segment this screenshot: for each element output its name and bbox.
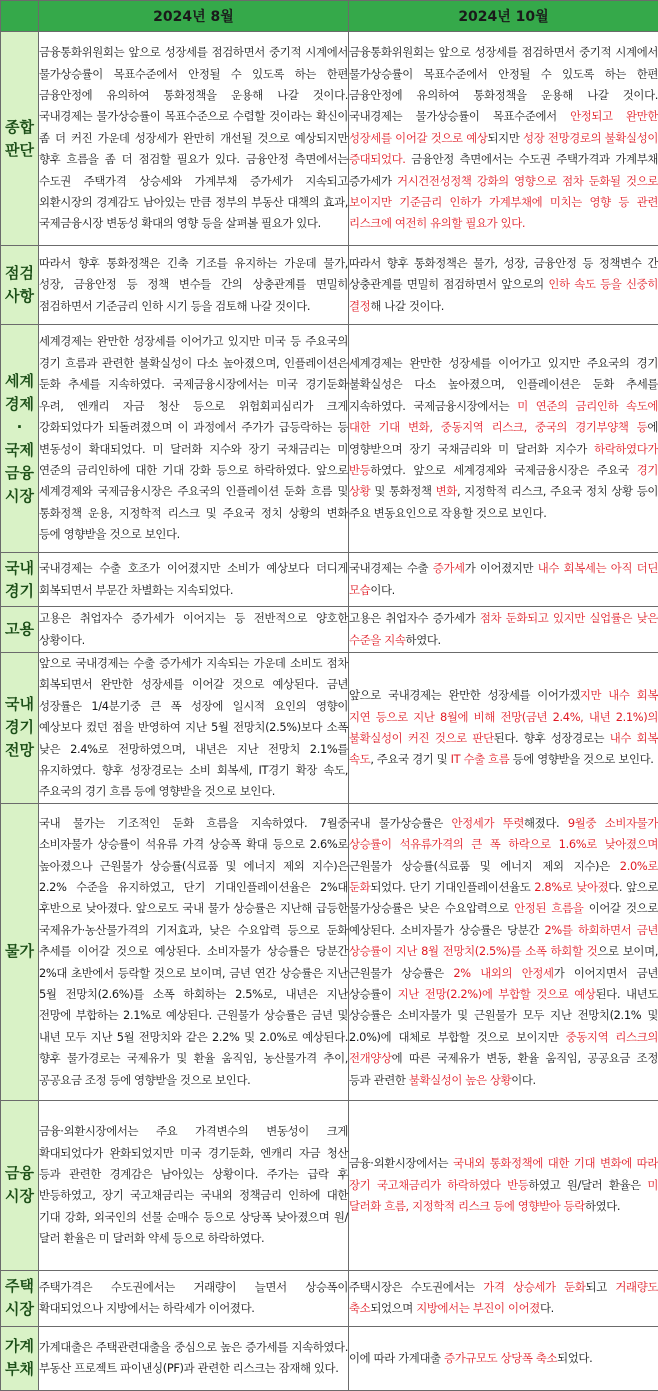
row-label [1,32,39,246]
row-label [1,325,39,553]
body-text: 주택가격은 수도권에서는 거래량이 늘면서 상승폭이 확대되었으나 지방에서는 하락세가 이어졌다. [39,1280,348,1315]
header-corner [1,1,39,32]
highlighted-change-text: 불확실성이 높은 상황 [409,1073,511,1087]
august-text [39,553,349,607]
highlighted-change-text: 가격 상승세가 둔화 [483,1280,585,1294]
row-label-line: 금융 [5,464,34,482]
row-label [1,1270,39,1326]
august-text [39,1100,349,1270]
highlighted-change-text: 미 달러화 흐름, 지정학적 리스크 등에 영향받아 등락 [349,1178,658,1213]
row-label-line: 국내 [5,695,34,713]
body-text: 이에 따라 가계대출 [349,1351,444,1365]
body-text: 에 따른 국제유가 변동, 환율 움직임, 공공요금 조정 등과 관련한 [349,1051,658,1086]
body-text: 이다. [511,1073,536,1087]
october-text [349,325,658,553]
highlighted-change-text: 변화 [436,484,457,498]
body-text: 금융통화위원회는 앞으로 성장세를 점검하면서 중기적 시계에서 물가상승률이 목표수준에서 안정될 수 있도록 하는 한편 금융안정에 유의하여 통화정책을 운용해 나갈 것이다. 국내경제는 물가상승률이 목표수준에서 [349,45,658,123]
body-text: 금융통화위원회는 앞으로 성장세를 점검하면서 중기적 시계에서 물가상승률이 목표수준에서 안정될 수 있도록 하는 한편 금융안정에 유의하여 통화정책을 운용해 나갈 것이다. 국내경제는 물가상승률이 목표수준으로 수렴할 것이라는 확신이 좀 더 커진 가운데 성장세가 완만히 개선될 것으로 예상되지만 향후 흐름을 좀 더 점검할 필요가 있다. 금융안정 측면에서는 수도권 주택가격 상승세와 가계부채 증가세가 지속되고 외환시장의 경계감도 남아있는 만큼 정부의 부동산 대책의 효과, 국제금융시장 변동성 확대의 영향 등을 살펴볼 필요가 있다. [39,45,348,230]
body-text: 가계대출은 주택관련대출을 중심으로 높은 증가세를 지속하였다. 부동산 프로젝트 파이낸싱(PF)과 관련한 리스크는 잠재해 있다. [39,1340,348,1375]
row-label-line: 전망 [5,741,34,759]
highlighted-change-text: 거시건전성정책 강화의 영향으로 점차 둔화될 것으로 보이지만 기준금리 인하가 가계부채에 미치는 영향 등 관련 리스크에 여전히 유의할 필요가 있다. [349,174,658,231]
row-label-line: 국내 [5,559,34,577]
highlighted-change-text: 증가규모도 상당폭 축소 [444,1351,557,1365]
highlighted-change-text: 증가세 [433,561,465,575]
body-text: 된다. 내년도 상승률은 소비자물가 및 근원물가 모두 지난 전망치(2.1% 및 2.0%)에 대체로 부합할 것으로 보이지만 [349,987,658,1044]
highlighted-change-text: 2.0%로 둔화 [349,859,658,894]
row-overall-judgment [1,32,658,246]
row-label [1,607,39,653]
row-label-line: 물가 [5,942,34,960]
october-text [349,32,658,246]
august-text [39,32,349,246]
row-household-debt [1,1326,658,1390]
body-text: 하였고 원/달러 환율은 [528,1178,647,1192]
body-text: 으로 보이며, 근원물가 상승률은 [349,944,658,979]
october-text [349,653,658,804]
body-text: 앞으로 국내경제는 수출 증가세가 지속되는 가운데 소비도 점차 회복되면서 완만한 성장세를 이어갈 것으로 예상된다. 금년 성장률은 1/4분기중 큰 폭 성장에 일시적 요인의 영향이 예상보다 컸던 점을 반영하여 지난 5월 전망치(2.5%)보다 소폭 낮은 2.4%로 전망하였으며, 내년은 지난 전망치 2.1%를 유지하였다. 향후 성장경로는 소비 회복세, IT경기 확장 속도, 주요국의 경기 흐름 등에 영향받을 것으로 보인다. [39,656,348,798]
row-label-line: 고용 [5,620,34,638]
row-label-line: 경제 [5,395,34,413]
body-text: 국내 물가는 기조적인 둔화 흐름을 지속하였다. 7월중 소비자물가 상승률이 석유류 가격 상승폭 확대 등으로 2.6%로 높아졌으나 근원물가 상승률(식료품 및 에너지 제외 지수)은 2.2% 수준을 유지하였고, 단기 기대인플레이션율은 2%대 후반으로 낮아졌다. 앞으로도 국내 물가 상승률은 지난해 급등한 국제유가·농산물가격의 기저효과, 낮은 수요압력 등으로 둔화 추세를 이어갈 것으로 예상된다. 소비자물가 상승률은 당분간 2%대 초반에서 등락할 것으로 보이며, 금년 연간 상승률은 지난 5월 전망치(2.6%)를 소폭 하회하는 2.5%로, 내년은 지난 전망에 부합하는 2.1%로 예상된다. 근원물가 상승률은 금년 및 내년 모두 지난 5월 전망치와 같은 2.2% 및 2.0%로 예상된다.향후 물가경로는 국제유가 및 환율 움직임, 농산물가격 추이, 공공요금 조정 등에 영향받을 것으로 보인다. [39,816,348,1087]
row-label-line: 경기 [5,718,34,736]
body-text: 세계경제는 완만한 성장세를 이어가고 있지만 주요국의 경기 불확실성은 다소 높아졌으며, 인플레이션은 둔화 추세를 지속하였다. 국제금융시장에서는 [349,356,658,413]
highlighted-change-text: 지방에서는 부진이 이어졌 [416,1301,540,1315]
row-label-line: 판단 [5,141,34,159]
highlighted-change-text: 안정되고 완만한 성장세를 이어갈 것으로 예상 [349,109,658,144]
row-housing-market [1,1270,658,1326]
august-text [39,325,349,553]
row-label-line: 세계 [5,372,34,390]
august-text [39,653,349,804]
body-text: 주택시장은 수도권에서는 [349,1280,483,1294]
highlighted-change-text: 경기 상황 [349,463,658,498]
body-text: 앞으로 국내경제는 완만한 성장세를 이어가겠 [349,688,580,702]
october-text [349,553,658,607]
body-text: 세계경제는 완만한 성장세를 이어가고 있지만 미국 등 주요국의 경기 흐름과 관련한 불확실성이 다소 높아졌으며, 인플레이션은 둔화 추세를 지속하였다. 국제금융시장에서는 미국 경기둔화 우려, 엔캐리 자금 청산 등으로 위험회피심리가 크게 강화되었다가 되돌려졌으며 이 과정에서 주가가 급등락하는 등 변동성이 확대되었다. 미 달러화 지수와 장기 국채금리는 미 연준의 금리인하에 대한 기대 강화 등으로 하락하였다. 앞으로 세계경제와 국제금융시장은 주요국의 인플레이션 둔화 흐름 및 통화정책 운용, 지정학적 리스크 및 주요국 정치 상황의 변화 등에 영향받을 것으로 보인다. [39,334,348,541]
row-label [1,803,39,1100]
body-text: 되었으며 [370,1301,416,1315]
body-text: 근원물가 상승률(식료품 및 에너지 제외 지수)은 [349,859,620,873]
highlighted-change-text: 지난 전망(2.2%)에 부합할 것으로 예상 [398,987,596,1001]
row-label-line: · [17,418,23,436]
highlighted-change-text: 내수 회복세는 아직 더딘 모습 [349,561,658,596]
highlighted-change-text: 2.8%로 낮아졌 [534,880,608,894]
row-label-line: 시장 [5,1300,34,1318]
row-label-line: 시장 [5,1187,34,1205]
october-text [349,1326,658,1390]
body-text: 하였다. 앞으로 세계경제와 국제금융시장은 주요국 [370,463,636,477]
header-october-2024: 2024년 10월 [349,1,658,32]
header-august-2024: 2024년 8월 [39,1,349,32]
body-text: 해졌다. [524,816,568,830]
body-text: 해 나갈 것이다. [370,299,444,313]
row-label [1,653,39,804]
highlighted-change-text: 안정세가 뚜렷 [451,816,524,830]
row-label-line: 시장 [5,487,34,505]
august-text [39,607,349,653]
body-text: 에 영향받으며 장기 국채금리와 미 달러화 지수가 [349,420,658,455]
body-text: , 주요국 경기 및 [370,752,450,766]
body-text: 가 이어졌지만 [465,561,538,575]
row-check-points [1,246,658,325]
row-label-line: 부채 [5,1360,34,1378]
highlighted-change-text: 중동지역 리스크의 전개양상 [349,1030,658,1065]
body-text: 고용은 취업자수 증가세가 [349,611,480,625]
body-text: 다. [540,1301,554,1315]
body-text: 국내 물가상승률은 [349,816,451,830]
header-row [1,1,658,32]
row-label-line: 금융 [5,1164,34,1182]
body-text: 금융·외환시장에서는 [349,1156,453,1170]
row-label [1,1326,39,1390]
highlighted-change-text: 인하 속도 등을 신중히 결정 [349,277,658,312]
body-text: 하였다. [585,1199,620,1213]
row-label-line: 점검 [5,264,34,282]
body-text: 되었다. [557,1351,592,1365]
row-label-line: 주택 [5,1277,34,1295]
highlighted-change-text: 지만 내수 회복 지연 등으로 지난 8월에 비해 전망(금년 2.4%, 내년 2.1%)의 불확실성이 커진 것으로 판단 [349,688,658,745]
october-text [349,246,658,325]
row-world-economy-intl-finance [1,325,658,553]
august-text [39,803,349,1100]
row-label-line: 국제 [5,441,34,459]
body-text: 및 통화정책 [370,484,435,498]
highlighted-change-text: 내수 회복 속도 [349,731,658,766]
highlighted-change-text: 성장 전망경로의 불확실성이 증대되었다. [349,131,658,166]
highlighted-change-text: 하락하였다가 반등 [349,442,658,477]
highlighted-change-text: 2%를 하회하면서 금년 상승률이 지난 8월 전망치(2.5%)를 소폭 하회할 것 [349,923,658,958]
body-text: 금융·외환시장에서는 주요 가격변수의 변동성이 크게 확대되었다가 완화되었지만 미국 경기둔화, 엔캐리 자금 청산 등과 관련한 경계감은 남아있는 상황이다. 주가는 급락 후 반등하였고, 장기 국고채금리는 국내외 정책금리 인하에 대한 기대 강화, 외국인의 선물 순매수 등으로 상당폭 낮아졌으며 원/달러 환율은 미 달러화 약세 등으로 하락하였다. [39,1124,348,1245]
august-text [39,1270,349,1326]
row-label [1,246,39,325]
highlighted-change-text: IT 수출 흐름 [451,752,510,766]
highlighted-change-text: 2% 내외의 안정세 [453,966,553,980]
august-text [39,246,349,325]
body-text: 따라서 향후 통화정책은 긴축 기조를 유지하는 가운데 물가, 성장, 금융안정 등 정책 변수들 간의 상충관계를 면밀히 점검하면서 기준금리 인하 시기 등을 검토해 나갈 것이다. [39,256,348,313]
row-financial-markets [1,1100,658,1270]
body-text: 고용은 취업자수 증가세가 이어지는 등 전반적으로 양호한 상황이다. [39,611,348,646]
highlighted-change-text: 국내외 통화정책에 대한 기대 변화에 따라 장기 국고채금리가 하락하였다 반등 [349,1156,658,1191]
row-label-line: 경기 [5,582,34,600]
body-text: 등에 영향받을 것으로 보인다. [509,752,653,766]
row-label-line: 종합 [5,118,34,136]
body-text: , 지정학적 리스크, 주요국 정치 상황 등이 주요 변동요인으로 작용할 것으로 보인다. [349,484,658,519]
body-text: 금융안정 측면에서는 수도권 주택가격과 가계부채 증가세가 [349,152,658,187]
body-text: 하였다. [406,633,441,647]
row-domestic-outlook [1,653,658,804]
body-text: 국내경제는 수출 호조가 이어졌지만 소비가 예상보다 더디게 회복되면서 부문간 차별화는 지속되었다. [39,561,348,596]
body-text: 가 이어지면서 금년 상승률이 [349,966,658,1001]
highlighted-change-text: 점차 둔화되고 있지만 실업률은 낮은 수준을 지속 [349,611,658,646]
highlighted-change-text: 거래량도 축소 [349,1280,658,1315]
body-text: 따라서 향후 통화정책은 물가, 성장, 금융안정 등 정책변수 간 상충관계를 면밀히 점검하면서 앞으로의 [349,256,658,291]
row-domestic-economy [1,553,658,607]
october-text [349,607,658,653]
highlighted-change-text: 9월중 소비자물가 상승률이 석유류가격의 큰 폭 하락으로 1.6%로 낮아졌으며 [349,816,658,851]
october-text [349,1270,658,1326]
body-text: 이어갈 것으로 예상된다. 소비자물가 상승률은 당분간 [349,901,658,936]
october-text [349,803,658,1100]
body-text: 된다. 향후 성장경로는 [494,731,610,745]
body-text: 되지만 [488,131,524,145]
october-text [349,1100,658,1270]
row-label [1,553,39,607]
row-label [1,1100,39,1270]
body-text: 되고 [586,1280,616,1294]
body-text: 다. 앞으로 물가상승률은 낮은 수요압력으로 [349,880,658,915]
body-text: 되었다. 단기 기대인플레이션율도 [370,880,534,894]
august-text [39,1326,349,1390]
body-text: 국내경제는 수출 [349,561,433,575]
row-label-line: 사항 [5,287,34,305]
highlighted-change-text: 미 연준의 금리인하 속도에 대한 기대 변화, 중동지역 리스크, 중국의 경기부양책 등 [349,399,658,434]
body-text: 이다. [370,583,395,597]
highlighted-change-text: 안정된 흐름을 [514,901,583,915]
row-prices [1,803,658,1100]
row-label-line: 가계 [5,1337,34,1355]
row-employment [1,607,658,653]
